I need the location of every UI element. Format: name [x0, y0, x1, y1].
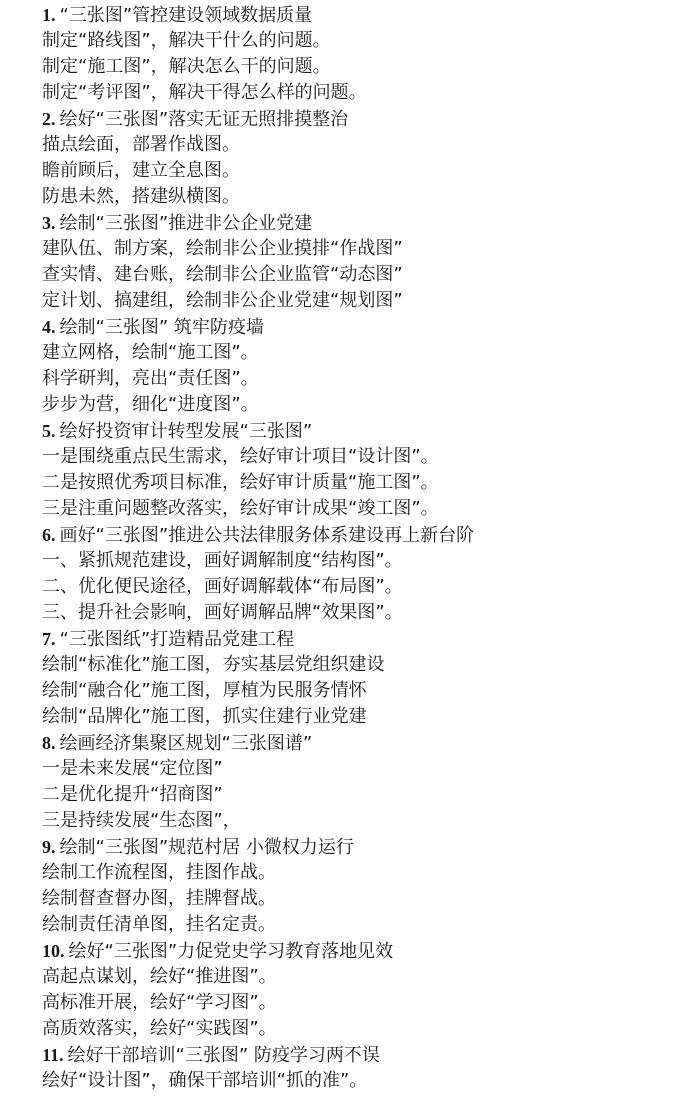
list-item: 定计划、搞建组，绘制非公企业党建“规划图” [42, 290, 403, 311]
list-item: 科学研判，亮出“责任图”。 [42, 368, 259, 389]
list-item: 绘好“设计图”，确保干部培训“抓的准”。 [42, 1070, 368, 1091]
section [42, 626, 682, 730]
section-number: 8. [42, 733, 56, 753]
section-heading [42, 1042, 682, 1068]
section-number: 4. [42, 317, 56, 337]
list-item: 三是注重问题整改落实，绘好审计成果“竣工图”。 [42, 498, 439, 519]
list-item: 制定“施工图”，解决怎么干的问题。 [42, 56, 331, 77]
section-title: 画好“三张图”推进公共法律服务体系建设再上新台阶 [59, 525, 475, 546]
list-item: 一、紧抓规范建设，画好调解制度“结构图”。 [42, 550, 403, 571]
section-number: 11. [42, 1045, 64, 1065]
list-item: 高标准开展，绘好“学习图”。 [42, 992, 277, 1013]
list-item: 绘制“融合化”施工图，厚植为民服务情怀 [42, 680, 367, 701]
section-heading [42, 2, 682, 28]
section [42, 210, 682, 314]
list-item: 绘制督查督办图，挂牌督战。 [42, 888, 276, 909]
section-title: 绘制“三张图” 筑牢防疫墙 [59, 317, 264, 338]
list-item: 二是按照优秀项目标准，绘好审计质量“施工图”。 [42, 472, 439, 493]
list-item: 制定“考评图”，解决干得怎么样的问题。 [42, 82, 367, 103]
list-item: 高起点谋划，绘好“推进图”。 [42, 966, 277, 987]
list-item: 二、优化便民途径，画好调解载体“布局图”。 [42, 576, 403, 597]
section-title: 绘好投资审计转型发展“三张图” [59, 421, 313, 442]
section-heading [42, 938, 682, 964]
section-number: 2. [42, 109, 56, 129]
section [42, 730, 682, 834]
list-item: 瞻前顾后，建立全息图。 [42, 160, 240, 181]
section [42, 418, 682, 522]
section [42, 834, 682, 938]
section-number: 1. [42, 5, 56, 25]
document-body [42, 2, 682, 1094]
section-number: 7. [42, 629, 56, 649]
section-title: 绘画经济集聚区规划“三张图谱” [59, 733, 313, 754]
list-item: 防患未然，搭建纵横图。 [42, 186, 240, 207]
list-item: 步步为营，细化“进度图”。 [42, 394, 259, 415]
list-item: 绘制责任清单图，挂名定责。 [42, 914, 276, 935]
list-item: 高质效落实，绘好“实践图”。 [42, 1018, 277, 1039]
section-heading [42, 210, 682, 236]
section-title: 绘好干部培训“三张图” 防疫学习两不误 [67, 1045, 380, 1066]
section [42, 938, 682, 1042]
section-heading [42, 834, 682, 860]
section-heading [42, 626, 682, 652]
list-item: 建立网格，绘制“施工图”。 [42, 342, 259, 363]
list-item: 三、提升社会影响，画好调解品牌“效果图”。 [42, 602, 403, 623]
section-number: 3. [42, 213, 56, 233]
section-number: 6. [42, 525, 56, 545]
list-item: 建队伍、制方案，绘制非公企业摸排“作战图” [42, 238, 403, 259]
section-heading [42, 522, 682, 548]
section-title: 绘好“三张图”力促党史学习教育落地见效 [68, 941, 394, 962]
list-item: 绘制工作流程图，挂图作战。 [42, 862, 276, 883]
section-heading [42, 314, 682, 340]
list-item: 二是优化提升“招商图” [42, 784, 223, 805]
list-item: 一是围绕重点民生需求，绘好审计项目“设计图”。 [42, 446, 439, 467]
section-title: “三张图纸”打造精品党建工程 [59, 629, 295, 650]
section [42, 1042, 682, 1094]
list-item: 查实情、建台账，绘制非公企业监管“动态图” [42, 264, 403, 285]
section-title: 绘好“三张图”落实无证无照排摸整治 [59, 109, 349, 130]
section [42, 2, 682, 106]
section-title: “三张图”管控建设领域数据质量 [59, 5, 313, 26]
section [42, 314, 682, 418]
section [42, 106, 682, 210]
section-number: 5. [42, 421, 56, 441]
list-item: 一是未来发展“定位图” [42, 758, 223, 779]
section-number: 10. [42, 941, 65, 961]
list-item: 描点绘面，部署作战图。 [42, 134, 240, 155]
section-title: 绘制“三张图”推进非公企业党建 [59, 213, 313, 234]
list-item: 三是持续发展“生态图”， [42, 810, 241, 831]
list-item: 制定“路线图”，解决干什么的问题。 [42, 30, 331, 51]
section-heading [42, 106, 682, 132]
section-heading [42, 730, 682, 756]
section-title: 绘制“三张图”规范村居 小微权力运行 [59, 837, 354, 858]
section-number: 9. [42, 837, 56, 857]
list-item: 绘制“品牌化”施工图，抓实住建行业党建 [42, 706, 367, 727]
list-item: 绘制“标准化”施工图，夯实基层党组织建设 [42, 654, 385, 675]
section-heading [42, 418, 682, 444]
section [42, 522, 682, 626]
